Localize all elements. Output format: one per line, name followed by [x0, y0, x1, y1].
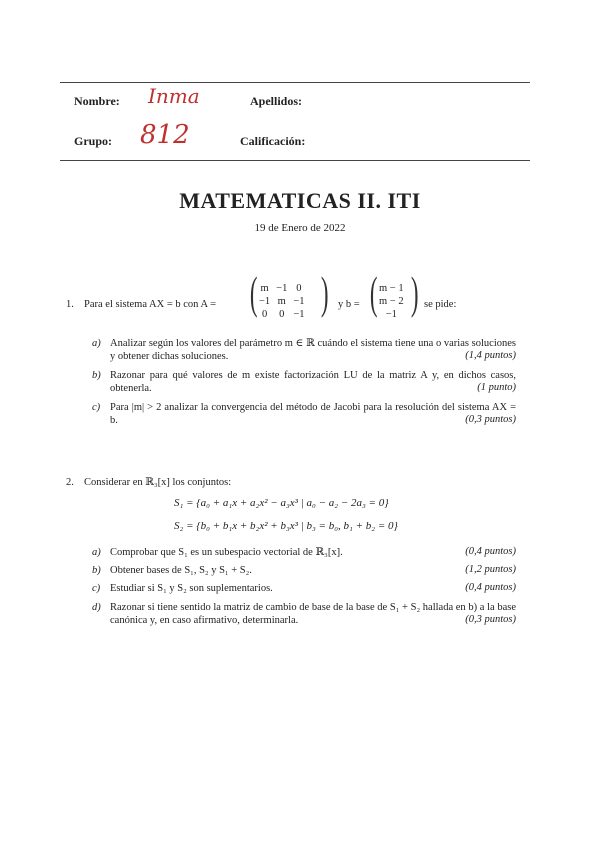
matrix-a — [256, 282, 308, 321]
calificacion-label: Calificación: — [240, 134, 306, 148]
q1-item-c-points: (0,3 puntos) — [465, 414, 516, 425]
a33: −1 — [293, 309, 305, 320]
q1-item-a-points: (1,4 puntos) — [465, 350, 516, 361]
q2-item-c-label: c) — [92, 583, 101, 594]
b2: m − 2 — [379, 296, 404, 307]
q1-item-a-label: a) — [92, 338, 101, 349]
matrix-a-right-paren: ) — [320, 267, 329, 318]
a23: −1 — [293, 296, 305, 307]
q1-number: 1. — [66, 299, 74, 310]
grupo-label: Grupo: — [74, 134, 113, 148]
q1-item-b-label: b) — [92, 370, 101, 381]
q2-item-a-points: (0,4 puntos) — [465, 546, 516, 557]
q2-set-s1: S₁ = {a₀ + a₁x + a₂x² − a₃x³ | a₀ − a₂ − 2a₃ = 0} — [174, 497, 389, 509]
grupo-value: 812 — [140, 120, 190, 150]
q1-item-b-points: (1 punto) — [477, 382, 516, 393]
q2-item-c-points: (0,4 puntos) — [465, 582, 516, 593]
q2-number: 2. — [66, 477, 74, 488]
q2-item-a-label: a) — [92, 547, 101, 558]
apellidos-label: Apellidos: — [250, 94, 303, 108]
q1-and-b: y b = — [338, 299, 360, 310]
q2-item-a-text: Comprobar que S₁ es un subespacio vectorial de ℝ₃[x]. — [110, 547, 343, 558]
matrix-a-left-paren: ( — [249, 267, 258, 318]
q1-item-c-text: Para |m| > 2 analizar la convergencia del método de Jacobi para la resolución del sistema AX = b. — [110, 402, 516, 426]
q2-item-d-text: Razonar si tiene sentido la matriz de cambio de base de la base de S₁ + S₂ hallada en b) a la base canónica y, en caso afirmativo, determinarla. — [110, 602, 516, 626]
page-title: MATEMATICAS II. ITI — [179, 188, 421, 213]
nombre-label: Nombre: — [74, 94, 120, 108]
q2-item-b-text: Obtener bases de S₁, S₂ y S₁ + S₂. — [110, 565, 252, 576]
a21: −1 — [259, 296, 271, 307]
b1: m − 1 — [379, 283, 404, 294]
q1-item-c-label: c) — [92, 402, 101, 413]
q2-intro: Considerar en ℝ₃[x] los conjuntos: — [84, 477, 232, 488]
vector-b — [376, 282, 407, 321]
q1-item-b-text: Razonar para qué valores de m existe factorización LU de la matriz A y, en dichos casos, obtenerla. — [110, 370, 516, 394]
q2-item-b-label: b) — [92, 565, 101, 576]
header-bottom-rule — [60, 160, 530, 161]
q1-intro: Para el sistema AX = b con A = — [84, 299, 216, 310]
b3: −1 — [385, 309, 397, 320]
q1-item-a-text: Analizar según los valores del parámetro m ∈ ℝ cuándo el sistema tiene una o varias soluciones y obtener dichas soluciones. — [110, 338, 516, 362]
a22: m — [277, 296, 286, 307]
a12: −1 — [276, 283, 288, 294]
q2-item-d-points: (0,3 puntos) — [465, 614, 516, 625]
q2-item-b-points: (1,2 puntos) — [465, 564, 516, 575]
a13: 0 — [296, 283, 302, 294]
q2-item-d-label: d) — [92, 602, 101, 613]
q2-item-c-text: Estudiar si S₁ y S₂ son suplementarios. — [110, 583, 273, 594]
vector-b-right-paren: ) — [410, 267, 419, 318]
nombre-value: Inma — [148, 84, 200, 108]
header-top-rule — [60, 82, 530, 83]
exam-date: 19 de Enero de 2022 — [254, 222, 346, 234]
q2-set-s2: S₂ = {b₀ + b₁x + b₂x² + b₃x³ | b₃ = b₀, b₁ + b₂ = 0} — [174, 520, 398, 532]
vector-b-left-paren: ( — [369, 267, 378, 318]
q1-se-pide: se pide: — [424, 299, 457, 310]
a31: 0 — [261, 309, 268, 320]
a32: 0 — [279, 309, 285, 320]
a11: m — [260, 283, 269, 294]
